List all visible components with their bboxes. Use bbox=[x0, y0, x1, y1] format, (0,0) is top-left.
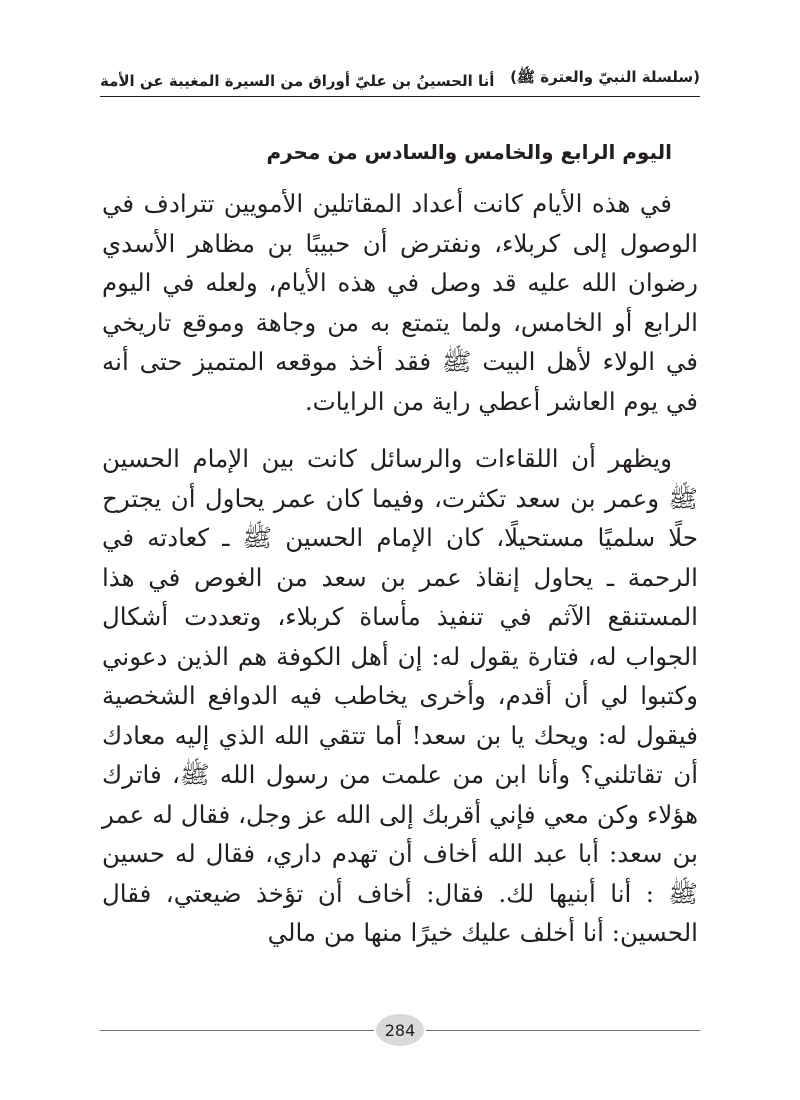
book-title: أنا الحسينُ بن عليّ أوراق من السيرة المغيبة عن الأمة bbox=[100, 72, 495, 90]
section-heading: اليوم الرابع والخامس والسادس من محرم bbox=[266, 140, 672, 164]
footer-divider-right bbox=[426, 1030, 700, 1031]
running-header bbox=[100, 60, 700, 90]
paragraph: ويظهر أن اللقاءات والرسائل كانت بين الإمام الحسين ﷺ وعمر بن سعد تكثرت، وفيما كان عمر يحاول أن يجترح حلًا سلميًا مستحيلًا، كان الإمام الحسين ﷺ ـ كعادته في الرحمة ـ يحاول إنقاذ عمر بن سعد من الغوص في هذا المستنقع الآثم في تنفيذ مأساة كربلاء، وتعددت أشكال الجواب له، فتارة يقول له: إن أهل الكوفة هم الذين دعوني وكتبوا لي أن أقدم، وأخرى يخاطب فيه الدوافع الشخصية فيقول له: ويحك يا بن سعد! أما تتقي الله الذي إليه معادك أن تقاتلني؟ وأنا ابن من علمت من رسول الله ﷺ، فاترك هؤلاء وكن معي فإني أقربك إلى الله عز وجل، فقال له عمر بن سعد: أبا عبد الله أخاف أن تهدم داري، فقال له حسين ﷺ : أنا أبنيها لك. فقال: أخاف أن تؤخذ ضيعتي، فقال الحسين: أنا أخلف عليك خيرًا منها من مالي bbox=[102, 444, 698, 947]
body-text bbox=[102, 184, 698, 971]
footer-divider-left bbox=[100, 1030, 374, 1031]
paragraph: في هذه الأيام كانت أعداد المقاتلين الأمويين تترادف في الوصول إلى كربلاء، ونفترض أن حبيبًا بن مظاهر الأسدي رضوان الله عليه قد وصل في هذه الأيام، ولعله في اليوم الرابع أو الخامس، ولما يتمتع به من وجاهة وموقع تاريخي في الولاء لأهل البيت ﷺ فقد أخذ موقعه المتميز حتى أنه في يوم العاشر أعطي راية من الرايات. bbox=[102, 189, 698, 416]
series-title: (سلسلة النبيّ والعترة ﷺ) bbox=[510, 68, 700, 86]
page-number: 284 bbox=[376, 1014, 424, 1046]
header-divider bbox=[100, 96, 700, 97]
